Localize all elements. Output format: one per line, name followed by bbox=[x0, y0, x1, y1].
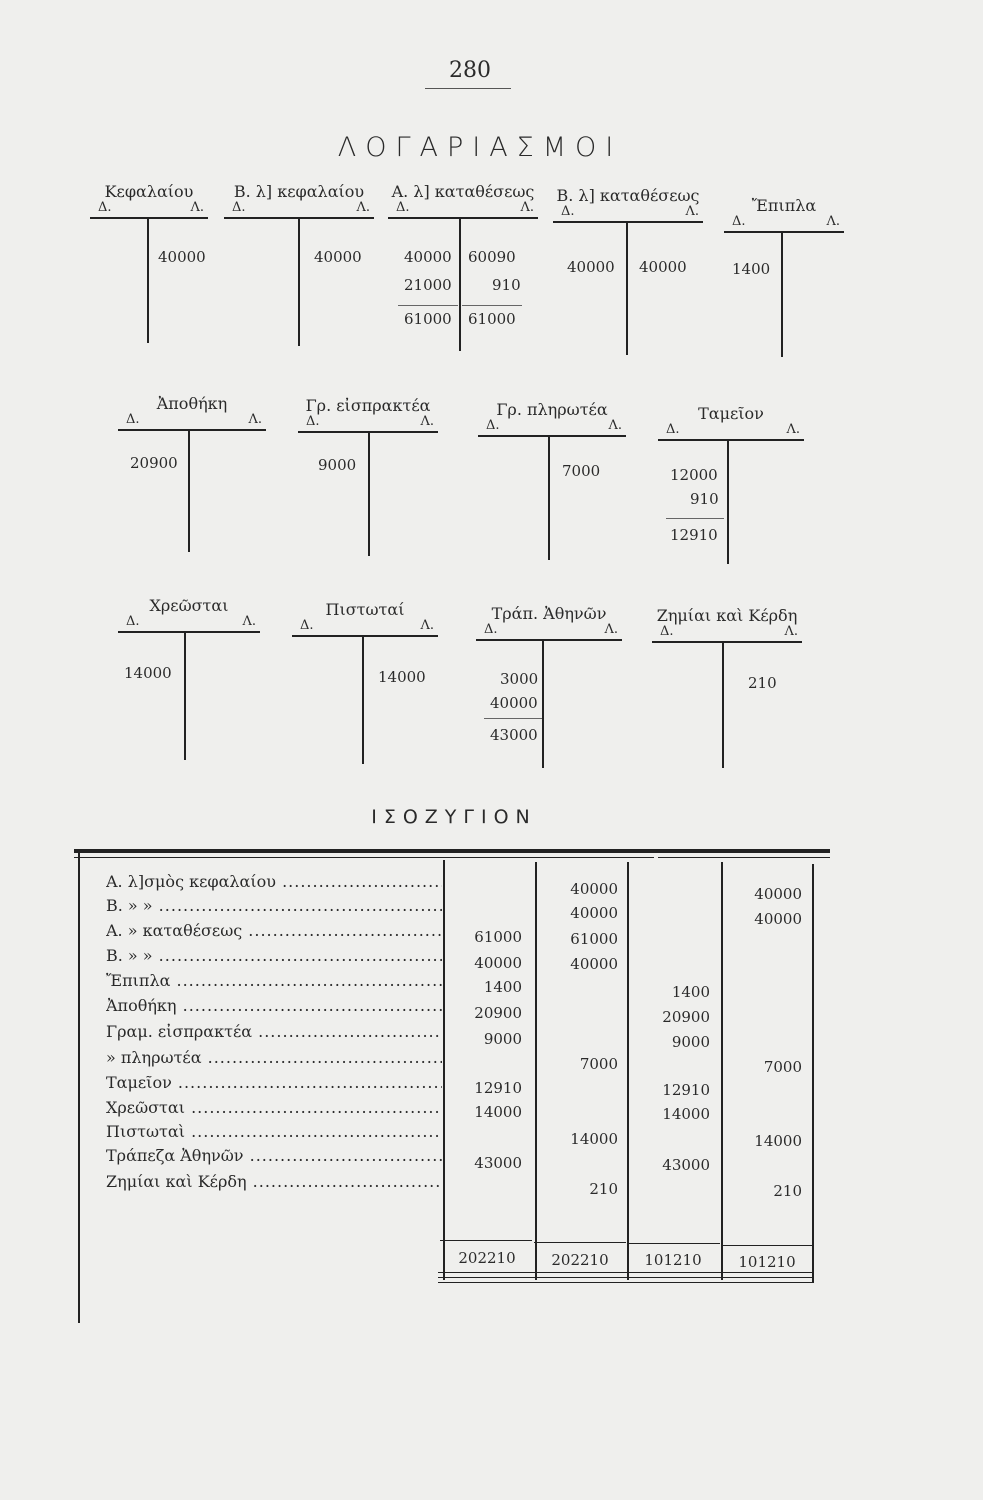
subtotal-rule bbox=[462, 305, 522, 306]
account-rule bbox=[90, 217, 208, 219]
debit-label: Δ. bbox=[396, 200, 410, 215]
account-rule bbox=[118, 631, 260, 633]
credit-value: 40000 bbox=[158, 248, 206, 266]
debit-value: 3000 bbox=[500, 670, 539, 688]
totals-rule bbox=[534, 1242, 626, 1243]
debit-label: Δ. bbox=[306, 414, 320, 429]
credit-label: Λ. bbox=[604, 622, 618, 637]
cell-col1: 43000 bbox=[474, 1154, 522, 1172]
totals-double-rule bbox=[438, 1277, 814, 1278]
column-divider bbox=[812, 864, 814, 1282]
cell-col3: 12910 bbox=[662, 1081, 710, 1099]
cell-col4: 40000 bbox=[754, 910, 802, 928]
total-col1: 202210 bbox=[458, 1249, 516, 1267]
debit-label: Δ. bbox=[232, 200, 246, 215]
credit-label: Λ. bbox=[784, 624, 798, 639]
account-divider bbox=[548, 436, 550, 560]
credit-label: Λ. bbox=[786, 422, 800, 437]
credit-label: Λ. bbox=[248, 412, 262, 427]
cell-col4: 7000 bbox=[763, 1058, 802, 1076]
debit-value: 12000 bbox=[670, 466, 718, 484]
debit-value: 40000 bbox=[567, 258, 615, 276]
column-divider bbox=[443, 860, 445, 1280]
row-label: Χρεῶσται ..... bbox=[106, 1098, 442, 1117]
credit-label: Λ. bbox=[420, 414, 434, 429]
account-name: Ἔπιπλα bbox=[751, 196, 817, 215]
account-rule bbox=[652, 641, 802, 643]
account-gr-eisprakte bbox=[298, 396, 438, 561]
credit-label: Λ. bbox=[608, 418, 622, 433]
credit-value: 60090 bbox=[468, 248, 516, 266]
account-name: Ταμεῖον bbox=[698, 404, 764, 423]
credit-value: 40000 bbox=[639, 258, 687, 276]
subtotal-rule bbox=[484, 718, 542, 719]
credit-label: Λ. bbox=[190, 200, 204, 215]
account-b-kefalaiou bbox=[224, 182, 374, 347]
cell-col3: 43000 bbox=[662, 1156, 710, 1174]
account-name: Τράπ. Ἀθηνῶν bbox=[491, 604, 607, 623]
account-rule bbox=[292, 635, 438, 637]
debit-value: 21000 bbox=[404, 276, 452, 294]
account-name: Πιστωταί bbox=[325, 600, 405, 619]
account-divider bbox=[188, 430, 190, 552]
account-divider bbox=[362, 636, 364, 764]
account-rule bbox=[553, 221, 703, 223]
debit-label: Δ. bbox=[126, 614, 140, 629]
account-rule bbox=[724, 231, 844, 233]
cell-col1: 14000 bbox=[474, 1103, 522, 1121]
debit-value: 1400 bbox=[732, 260, 771, 278]
account-gr-plirote bbox=[478, 400, 626, 565]
debit-label: Δ. bbox=[732, 214, 746, 229]
debit-label: Δ. bbox=[660, 624, 674, 639]
account-rule bbox=[118, 429, 266, 431]
cell-col1: 12910 bbox=[474, 1079, 522, 1097]
credit-value: 210 bbox=[748, 674, 777, 692]
cell-col1: 40000 bbox=[474, 954, 522, 972]
account-name: Β. λ] κεφαλαίου bbox=[233, 182, 365, 201]
totals-rule bbox=[722, 1245, 814, 1246]
credit-total: 61000 bbox=[468, 310, 516, 328]
column-divider bbox=[627, 862, 629, 1280]
row-label: Τράπεζα Ἀθηνῶν ..... bbox=[106, 1146, 442, 1165]
row-label: Ἔπιπλα ..... bbox=[106, 971, 442, 990]
table-top-rule-thin bbox=[658, 857, 830, 858]
debit-total: 61000 bbox=[404, 310, 452, 328]
debit-total: 12910 bbox=[670, 526, 718, 544]
trial-balance-title: ΙΣΟΖΥΓΙΟΝ bbox=[371, 806, 537, 828]
account-divider bbox=[147, 218, 149, 343]
total-col4: 101210 bbox=[738, 1253, 796, 1271]
row-label: » πληρωτέα ..... bbox=[106, 1048, 442, 1067]
account-name: Γρ. εἰσπρακτέα bbox=[305, 396, 431, 415]
account-divider bbox=[368, 432, 370, 556]
account-divider bbox=[727, 440, 729, 564]
table-top-rule bbox=[74, 849, 830, 853]
account-kefalaiou bbox=[90, 182, 208, 347]
account-chreostai bbox=[118, 596, 260, 766]
account-name: Β. λ] καταθέσεως bbox=[556, 186, 700, 205]
row-label: Α. λ]σμὸς κεφαλαίου ..... bbox=[106, 872, 442, 891]
account-divider bbox=[298, 218, 300, 346]
account-rule bbox=[478, 435, 626, 437]
page-number: 280 bbox=[449, 58, 491, 83]
account-rule bbox=[388, 217, 538, 219]
account-name: Γρ. πληρωτέα bbox=[496, 400, 608, 419]
cell-col4: 40000 bbox=[754, 885, 802, 903]
cell-col4: 210 bbox=[773, 1182, 802, 1200]
debit-value: 20900 bbox=[130, 454, 178, 472]
debit-label: Δ. bbox=[484, 622, 498, 637]
row-label: Πιστωταὶ ..... bbox=[106, 1122, 442, 1141]
credit-label: Λ. bbox=[685, 204, 699, 219]
row-label: Β. » » ..... bbox=[106, 946, 442, 965]
totals-double-rule bbox=[438, 1282, 814, 1283]
account-name: Χρεῶσται bbox=[149, 596, 229, 615]
credit-label: Λ. bbox=[520, 200, 534, 215]
debit-value: 40000 bbox=[404, 248, 452, 266]
cell-col1: 61000 bbox=[474, 928, 522, 946]
account-rule bbox=[476, 639, 622, 641]
row-label: Α. » καταθέσεως ..... bbox=[106, 921, 442, 940]
cell-col1: 1400 bbox=[483, 978, 522, 996]
debit-value: 40000 bbox=[490, 694, 538, 712]
cell-col2: 210 bbox=[589, 1180, 618, 1198]
account-name: Α. λ] καταθέσεως bbox=[391, 182, 535, 201]
debit-label: Δ. bbox=[666, 422, 680, 437]
credit-label: Λ. bbox=[242, 614, 256, 629]
credit-label: Λ. bbox=[356, 200, 370, 215]
cell-col2: 40000 bbox=[570, 904, 618, 922]
page-number-rule bbox=[425, 88, 511, 89]
column-divider bbox=[535, 862, 537, 1280]
cell-col1: 20900 bbox=[474, 1004, 522, 1022]
table-top-rule-thin bbox=[74, 857, 654, 858]
cell-col1: 9000 bbox=[483, 1030, 522, 1048]
account-divider bbox=[722, 642, 724, 768]
account-divider bbox=[626, 222, 628, 355]
cell-col2: 40000 bbox=[570, 955, 618, 973]
debit-label: Δ. bbox=[486, 418, 500, 433]
debit-value: 9000 bbox=[318, 456, 357, 474]
totals-double-rule bbox=[438, 1272, 814, 1273]
row-label: Ταμεῖον ..... bbox=[106, 1073, 442, 1092]
account-epipla bbox=[724, 196, 844, 361]
row-label: Γραμ. εἰσπρακτέα ..... bbox=[106, 1022, 442, 1041]
subtotal-rule bbox=[398, 305, 458, 306]
account-pistotai bbox=[292, 600, 438, 770]
cell-col2: 14000 bbox=[570, 1130, 618, 1148]
cell-col2: 61000 bbox=[570, 930, 618, 948]
totals-rule bbox=[440, 1240, 532, 1241]
debit-value: 910 bbox=[690, 490, 719, 508]
account-b-kataseseos bbox=[553, 186, 703, 356]
account-trap-athinon bbox=[476, 604, 622, 774]
credit-label: Λ. bbox=[420, 618, 434, 633]
debit-label: Δ. bbox=[300, 618, 314, 633]
accounts-title: ΛΟΓΑΡΙΑΣΜΟΙ bbox=[337, 132, 623, 163]
cell-col2: 7000 bbox=[579, 1055, 618, 1073]
account-a-kataseseos bbox=[388, 182, 538, 352]
account-divider bbox=[781, 232, 783, 357]
account-tameion bbox=[658, 404, 804, 569]
cell-col2: 40000 bbox=[570, 880, 618, 898]
cell-col3: 9000 bbox=[671, 1033, 710, 1051]
credit-value: 14000 bbox=[378, 668, 426, 686]
credit-label: Λ. bbox=[826, 214, 840, 229]
debit-value: 14000 bbox=[124, 664, 172, 682]
account-rule bbox=[658, 439, 804, 441]
total-col3: 101210 bbox=[644, 1251, 702, 1269]
row-label: Β. » » ..... bbox=[106, 896, 442, 915]
subtotal-rule bbox=[666, 518, 724, 519]
cell-col3: 20900 bbox=[662, 1008, 710, 1026]
credit-value: 910 bbox=[492, 276, 521, 294]
debit-label: Δ. bbox=[126, 412, 140, 427]
row-label: Ἀποθήκη ..... bbox=[106, 996, 442, 1015]
account-divider bbox=[542, 640, 544, 768]
account-name: Ζημίαι καὶ Κέρδη bbox=[656, 606, 798, 625]
cell-col4: 14000 bbox=[754, 1132, 802, 1150]
table-left-border bbox=[78, 853, 80, 1323]
debit-label: Δ. bbox=[98, 200, 112, 215]
account-name: Κεφαλαίου bbox=[104, 182, 194, 201]
debit-label: Δ. bbox=[561, 204, 575, 219]
account-divider bbox=[184, 632, 186, 760]
account-name: Ἀποθήκη bbox=[156, 394, 228, 413]
debit-total: 43000 bbox=[490, 726, 538, 744]
row-label: Ζημίαι καὶ Κέρδη ..... bbox=[106, 1172, 442, 1191]
totals-rule bbox=[628, 1243, 720, 1244]
account-zimiai-kerdi bbox=[652, 606, 802, 776]
total-col2: 202210 bbox=[551, 1251, 609, 1269]
account-divider bbox=[459, 218, 461, 351]
account-apothiki bbox=[118, 394, 266, 559]
cell-col3: 1400 bbox=[671, 983, 710, 1001]
credit-value: 7000 bbox=[562, 462, 601, 480]
credit-value: 40000 bbox=[314, 248, 362, 266]
cell-col3: 14000 bbox=[662, 1105, 710, 1123]
